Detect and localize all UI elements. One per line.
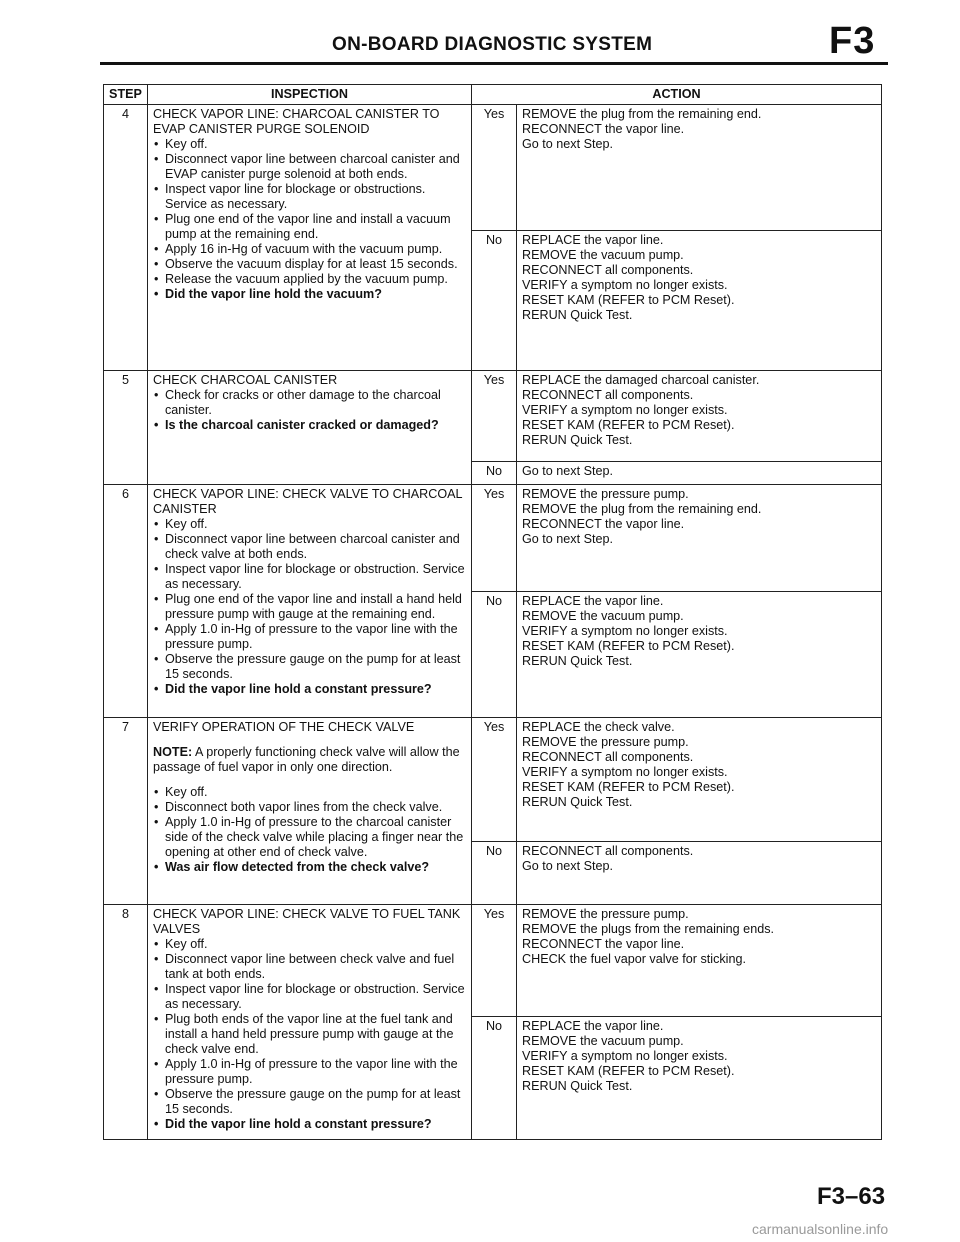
inspection-item: • Key off.: [153, 937, 466, 952]
inspection-cell: [148, 371, 472, 485]
inspection-question: • Is the charcoal canister cracked or damaged?: [153, 418, 466, 433]
inspection-cell: [148, 485, 472, 718]
inspection-item: • Inspect vapor line for blockage or obstruction. Service as necessary.: [153, 562, 466, 592]
action-line: VERIFY a symptom no longer exists.: [522, 278, 728, 292]
action-line: RECONNECT all components.: [522, 844, 694, 858]
result-no: No: [472, 462, 517, 485]
result-no: No: [472, 592, 517, 718]
step-number: 5: [104, 371, 148, 485]
result-no: No: [472, 842, 517, 905]
action-line: RESET KAM (REFER to PCM Reset).: [522, 1064, 735, 1078]
inspection-item: • Disconnect vapor line between charcoal canister and check valve at both ends.: [153, 532, 466, 562]
inspection-item: • Apply 1.0 in-Hg of pressure to the vapor line with the pressure pump.: [153, 1057, 466, 1087]
action-yes-cell: [517, 371, 882, 462]
inspection-item: • Key off.: [153, 785, 466, 800]
action-line: RECONNECT all components.: [522, 388, 694, 402]
inspection-cell: [148, 905, 472, 1140]
action-line: VERIFY a symptom no longer exists.: [522, 765, 728, 779]
action-line: RESET KAM (REFER to PCM Reset).: [522, 780, 735, 794]
table-row: [104, 718, 882, 842]
action-line: REPLACE the damaged charcoal canister.: [522, 373, 760, 387]
table-row: [104, 905, 882, 1017]
inspection-question: • Did the vapor line hold the vacuum?: [153, 287, 466, 302]
action-line: RESET KAM (REFER to PCM Reset).: [522, 418, 735, 432]
inspection-item: • Disconnect both vapor lines from the check valve.: [153, 800, 466, 815]
action-yes-cell: [517, 905, 882, 1017]
action-no-cell: [517, 1017, 882, 1140]
action-no-cell: [517, 462, 882, 485]
inspection-list: [153, 785, 466, 875]
inspection-item: • Inspect vapor line for blockage or obstruction. Service as necessary.: [153, 982, 466, 1012]
result-yes: Yes: [472, 905, 517, 1017]
action-line: REMOVE the pressure pump.: [522, 907, 689, 921]
result-yes: Yes: [472, 718, 517, 842]
inspection-title: CHECK VAPOR LINE: CHECK VALVE TO CHARCOAL CANISTER: [153, 487, 463, 516]
table-row: [104, 485, 882, 592]
action-line: REMOVE the plug from the remaining end.: [522, 107, 762, 121]
page-title: ON-BOARD DIAGNOSTIC SYSTEM: [332, 34, 653, 55]
inspection-question: • Was air flow detected from the check valve?: [153, 860, 466, 875]
step-number: 8: [104, 905, 148, 1140]
inspection-cell: [148, 105, 472, 371]
watermark: carmanualsonline.info: [752, 1221, 889, 1237]
action-line: CHECK the fuel vapor valve for sticking.: [522, 952, 746, 966]
action-line: VERIFY a symptom no longer exists.: [522, 403, 728, 417]
inspection-title: CHECK CHARCOAL CANISTER: [153, 373, 338, 387]
action-line: RESET KAM (REFER to PCM Reset).: [522, 639, 735, 653]
table-header-row: [104, 85, 882, 105]
action-no-cell: [517, 842, 882, 905]
action-line: REMOVE the vacuum pump.: [522, 609, 684, 623]
inspection-item: • Observe the vacuum display for at least 15 seconds.: [153, 257, 466, 272]
action-line: Go to next Step.: [522, 464, 614, 478]
inspection-column-header: INSPECTION: [148, 85, 472, 105]
inspection-item: • Key off.: [153, 517, 466, 532]
note-text: A properly functioning check valve will allow the passage of fuel vapor in only one direction.: [153, 745, 460, 774]
table-row: [104, 105, 882, 231]
inspection-item: • Plug one end of the vapor line and install a hand held pressure pump with gauge at the remaining end.: [153, 592, 466, 622]
step-column-header: STEP: [104, 85, 148, 105]
inspection-title: CHECK VAPOR LINE: CHECK VALVE TO FUEL TANK VALVES: [153, 907, 461, 936]
action-line: RECONNECT all components.: [522, 263, 694, 277]
action-line: REPLACE the check valve.: [522, 720, 675, 734]
action-line: REPLACE the vapor line.: [522, 233, 664, 247]
action-line: RERUN Quick Test.: [522, 1079, 633, 1093]
result-yes: Yes: [472, 485, 517, 592]
inspection-question: • Did the vapor line hold a constant pressure?: [153, 1117, 466, 1132]
inspection-item: • Observe the pressure gauge on the pump for at least 15 seconds.: [153, 1087, 466, 1117]
inspection-list: [153, 517, 466, 697]
inspection-title: CHECK VAPOR LINE: CHARCOAL CANISTER TO EVAP CANISTER PURGE SOLENOID: [153, 107, 440, 136]
action-yes-cell: [517, 485, 882, 592]
action-line: Go to next Step.: [522, 532, 614, 546]
result-no: No: [472, 231, 517, 371]
action-line: REMOVE the pressure pump.: [522, 735, 689, 749]
inspection-item: • Apply 1.0 in-Hg of pressure to the charcoal canister side of the check valve while placing a finger near the opening at other end of check valve.: [153, 815, 466, 860]
inspection-question: • Did the vapor line hold a constant pressure?: [153, 682, 466, 697]
inspection-item: • Plug both ends of the vapor line at the fuel tank and install a hand held pressure pump with gauge at the check valve end.: [153, 1012, 466, 1057]
action-line: Go to next Step.: [522, 859, 614, 873]
inspection-item: • Disconnect vapor line between check valve and fuel tank at both ends.: [153, 952, 466, 982]
step-number: 7: [104, 718, 148, 905]
action-line: REPLACE the vapor line.: [522, 594, 664, 608]
action-line: REMOVE the vacuum pump.: [522, 248, 684, 262]
action-line: RERUN Quick Test.: [522, 308, 633, 322]
action-no-cell: [517, 231, 882, 371]
inspection-item: • Observe the pressure gauge on the pump for at least 15 seconds.: [153, 652, 466, 682]
action-column-header: ACTION: [472, 85, 882, 105]
action-line: RERUN Quick Test.: [522, 795, 633, 809]
action-line: VERIFY a symptom no longer exists.: [522, 624, 728, 638]
action-line: REMOVE the vacuum pump.: [522, 1034, 684, 1048]
action-line: REMOVE the pressure pump.: [522, 487, 689, 501]
inspection-list: [153, 388, 466, 433]
note: [153, 745, 466, 775]
action-yes-cell: [517, 105, 882, 231]
section-code: F3: [829, 20, 876, 62]
action-line: Go to next Step.: [522, 137, 614, 151]
result-yes: Yes: [472, 105, 517, 231]
action-line: RESET KAM (REFER to PCM Reset).: [522, 293, 735, 307]
action-line: REPLACE the vapor line.: [522, 1019, 664, 1033]
action-line: REMOVE the plug from the remaining end.: [522, 502, 762, 516]
inspection-item: • Check for cracks or other damage to the charcoal canister.: [153, 388, 466, 418]
inspection-item: • Key off.: [153, 137, 466, 152]
action-line: REMOVE the plugs from the remaining ends.: [522, 922, 774, 936]
inspection-item: • Plug one end of the vapor line and install a vacuum pump at the remaining end.: [153, 212, 466, 242]
step-number: 4: [104, 105, 148, 371]
inspection-title: VERIFY OPERATION OF THE CHECK VALVE: [153, 720, 415, 734]
page-number: F3–63: [817, 1183, 886, 1210]
action-line: RECONNECT the vapor line.: [522, 937, 685, 951]
action-line: RECONNECT all components.: [522, 750, 694, 764]
step-number: 6: [104, 485, 148, 718]
inspection-item: • Apply 16 in-Hg of vacuum with the vacuum pump.: [153, 242, 466, 257]
action-line: VERIFY a symptom no longer exists.: [522, 1049, 728, 1063]
inspection-item: • Apply 1.0 in-Hg of pressure to the vapor line with the pressure pump.: [153, 622, 466, 652]
diagnostic-table: [103, 84, 882, 1140]
action-line: RECONNECT the vapor line.: [522, 517, 685, 531]
note-label: NOTE:: [153, 745, 193, 759]
action-line: RERUN Quick Test.: [522, 654, 633, 668]
inspection-list: [153, 137, 466, 302]
inspection-item: • Inspect vapor line for blockage or obstructions. Service as necessary.: [153, 182, 466, 212]
action-yes-cell: [517, 718, 882, 842]
result-no: No: [472, 1017, 517, 1140]
header-rule: [100, 62, 888, 65]
action-line: RERUN Quick Test.: [522, 433, 633, 447]
inspection-cell: [148, 718, 472, 905]
inspection-list: [153, 937, 466, 1132]
result-yes: Yes: [472, 371, 517, 462]
inspection-item: • Disconnect vapor line between charcoal canister and EVAP canister purge solenoid at both ends.: [153, 152, 466, 182]
action-line: RECONNECT the vapor line.: [522, 122, 685, 136]
action-no-cell: [517, 592, 882, 718]
table-row: [104, 371, 882, 462]
inspection-item: • Release the vacuum applied by the vacuum pump.: [153, 272, 466, 287]
